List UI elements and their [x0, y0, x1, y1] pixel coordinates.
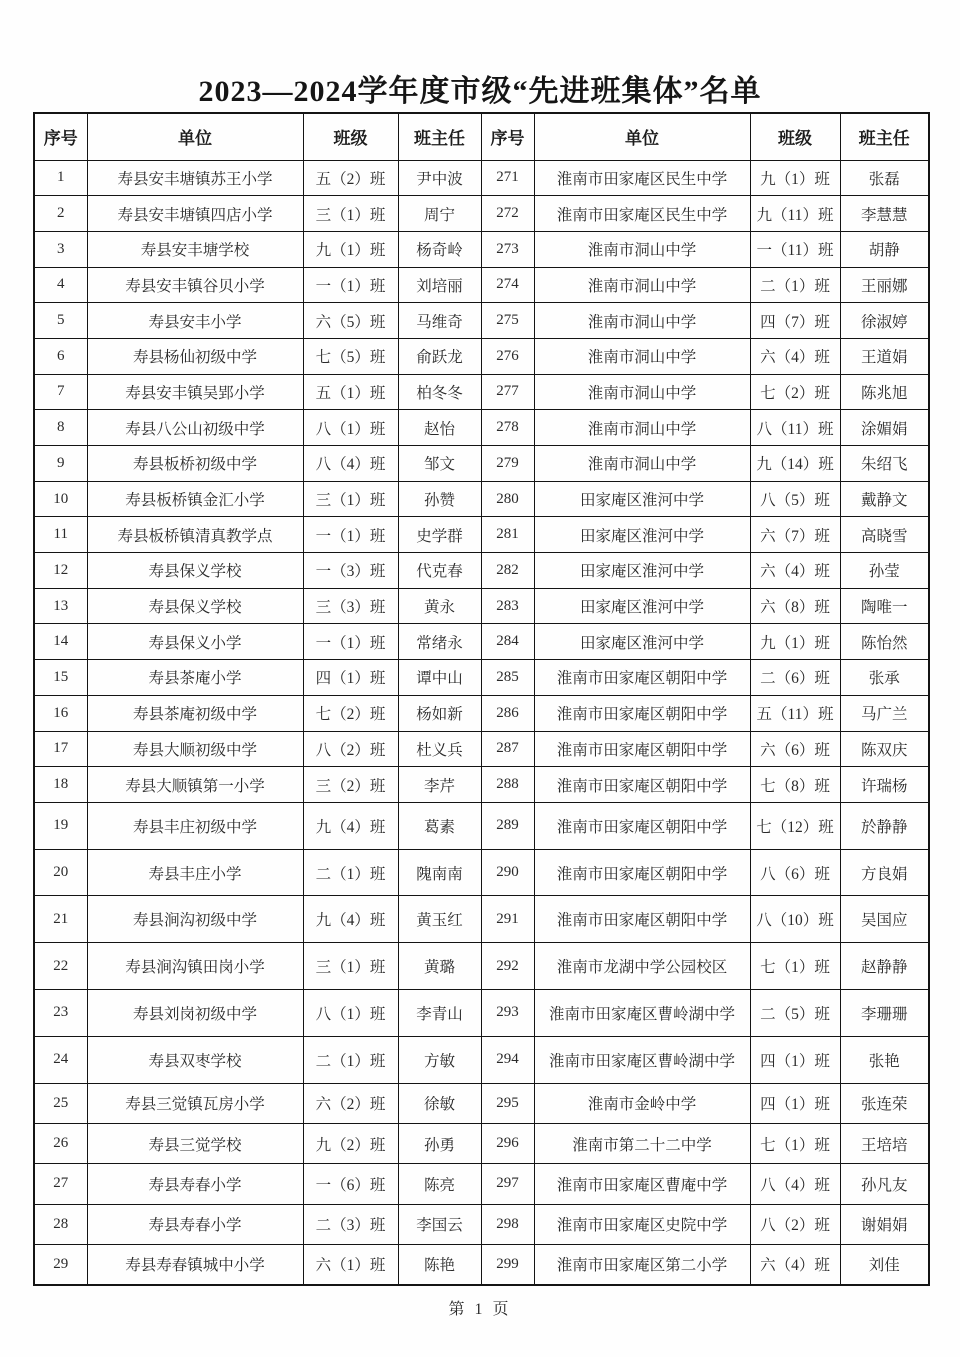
unit-cell: 寿县寿春镇城中小学	[87, 1244, 303, 1284]
teacher-cell: 赵静静	[840, 943, 929, 990]
serial-cell: 14	[34, 624, 87, 660]
serial-cell: 28	[34, 1204, 87, 1244]
serial-cell: 15	[34, 660, 87, 696]
class-cell: 一（1）班	[303, 517, 398, 553]
teacher-cell: 孙凡友	[840, 1164, 929, 1204]
class-cell: 八（1）班	[303, 990, 398, 1037]
unit-cell: 寿县丰庄小学	[87, 849, 303, 896]
unit-cell: 寿县茶庵小学	[87, 660, 303, 696]
class-cell: 九（1）班	[750, 624, 840, 660]
class-cell: 一（6）班	[303, 1164, 398, 1204]
table-row	[34, 1036, 929, 1083]
table-row	[34, 767, 929, 803]
unit-cell: 田家庵区淮河中学	[534, 553, 750, 589]
teacher-cell: 高晓雪	[840, 517, 929, 553]
teacher-cell: 柏冬冬	[398, 374, 481, 410]
table-row	[34, 624, 929, 660]
unit-cell: 淮南市田家庵区朝阳中学	[534, 896, 750, 943]
unit-cell: 寿县大顺镇第一小学	[87, 767, 303, 803]
table-row	[34, 338, 929, 374]
class-cell: 七（5）班	[303, 338, 398, 374]
serial-cell: 27	[34, 1164, 87, 1204]
serial-cell: 278	[481, 410, 534, 446]
serial-cell: 279	[481, 446, 534, 482]
table-row	[34, 446, 929, 482]
serial-cell: 294	[481, 1036, 534, 1083]
teacher-cell: 李芹	[398, 767, 481, 803]
class-cell: 七（1）班	[750, 1123, 840, 1163]
teacher-cell: 陈亮	[398, 1164, 481, 1204]
table-row	[34, 374, 929, 410]
teacher-header: 班主任	[840, 113, 929, 160]
unit-cell: 寿县涧沟初级中学	[87, 896, 303, 943]
teacher-cell: 胡静	[840, 231, 929, 267]
class-cell: 六（7）班	[750, 517, 840, 553]
class-cell: 一（11）班	[750, 231, 840, 267]
teacher-cell: 许瑞杨	[840, 767, 929, 803]
teacher-cell: 李国云	[398, 1204, 481, 1244]
class-cell: 四（1）班	[750, 1083, 840, 1123]
unit-cell: 淮南市田家庵区曹岭湖中学	[534, 1036, 750, 1083]
unit-cell: 淮南市洞山中学	[534, 303, 750, 339]
serial-cell: 277	[481, 374, 534, 410]
serial-cell: 297	[481, 1164, 534, 1204]
teacher-cell: 尹中波	[398, 160, 481, 196]
teacher-cell: 史学群	[398, 517, 481, 553]
class-cell: 二（1）班	[750, 267, 840, 303]
teacher-cell: 葛素	[398, 802, 481, 849]
teacher-cell: 方敏	[398, 1036, 481, 1083]
teacher-cell: 朱绍飞	[840, 446, 929, 482]
class-cell: 四（7）班	[750, 303, 840, 339]
class-cell: 八（2）班	[303, 731, 398, 767]
unit-cell: 淮南市洞山中学	[534, 374, 750, 410]
teacher-cell: 隗南南	[398, 849, 481, 896]
teacher-cell: 邹文	[398, 446, 481, 482]
unit-cell: 寿县板桥初级中学	[87, 446, 303, 482]
teacher-cell: 张连荣	[840, 1083, 929, 1123]
table-row	[34, 802, 929, 849]
class-cell: 二（1）班	[303, 1036, 398, 1083]
table-row	[34, 303, 929, 339]
serial-cell: 16	[34, 695, 87, 731]
table-row	[34, 160, 929, 196]
unit-cell: 寿县双枣学校	[87, 1036, 303, 1083]
table-row	[34, 481, 929, 517]
serial-cell: 3	[34, 231, 87, 267]
serial-header: 序号	[34, 113, 87, 160]
unit-cell: 淮南市田家庵区朝阳中学	[534, 802, 750, 849]
serial-cell: 288	[481, 767, 534, 803]
class-cell: 六（4）班	[750, 1244, 840, 1284]
unit-header: 单位	[87, 113, 303, 160]
serial-cell: 17	[34, 731, 87, 767]
unit-cell: 寿县茶庵初级中学	[87, 695, 303, 731]
teacher-cell: 赵怡	[398, 410, 481, 446]
class-cell: 五（1）班	[303, 374, 398, 410]
serial-cell: 19	[34, 802, 87, 849]
unit-cell: 淮南市田家庵区民生中学	[534, 196, 750, 232]
serial-cell: 283	[481, 588, 534, 624]
class-header: 班级	[750, 113, 840, 160]
class-cell: 九（1）班	[303, 231, 398, 267]
teacher-cell: 陈怡然	[840, 624, 929, 660]
class-cell: 六（2）班	[303, 1083, 398, 1123]
teacher-cell: 黄璐	[398, 943, 481, 990]
class-cell: 三（1）班	[303, 943, 398, 990]
class-cell: 三（2）班	[303, 767, 398, 803]
serial-cell: 274	[481, 267, 534, 303]
serial-cell: 8	[34, 410, 87, 446]
serial-cell: 1	[34, 160, 87, 196]
teacher-cell: 王培培	[840, 1123, 929, 1163]
serial-cell: 296	[481, 1123, 534, 1163]
teacher-cell: 吴国应	[840, 896, 929, 943]
class-cell: 一（1）班	[303, 624, 398, 660]
table-row	[34, 1204, 929, 1244]
teacher-cell: 张承	[840, 660, 929, 696]
teacher-cell: 刘佳	[840, 1244, 929, 1284]
serial-cell: 287	[481, 731, 534, 767]
table-body	[34, 160, 929, 1285]
unit-cell: 寿县涧沟镇田岗小学	[87, 943, 303, 990]
teacher-cell: 涂媚娟	[840, 410, 929, 446]
unit-cell: 淮南市金岭中学	[534, 1083, 750, 1123]
class-cell: 七（1）班	[750, 943, 840, 990]
unit-cell: 寿县安丰镇谷贝小学	[87, 267, 303, 303]
unit-cell: 寿县安丰塘学校	[87, 231, 303, 267]
table-row	[34, 990, 929, 1037]
unit-cell: 寿县寿春小学	[87, 1164, 303, 1204]
class-cell: 八（2）班	[750, 1204, 840, 1244]
table-row	[34, 849, 929, 896]
table-row	[34, 196, 929, 232]
serial-cell: 13	[34, 588, 87, 624]
class-cell: 九（4）班	[303, 802, 398, 849]
serial-cell: 299	[481, 1244, 534, 1284]
teacher-cell: 杨如新	[398, 695, 481, 731]
unit-cell: 寿县寿春小学	[87, 1204, 303, 1244]
teacher-cell: 代克春	[398, 553, 481, 589]
serial-cell: 292	[481, 943, 534, 990]
teacher-cell: 黄永	[398, 588, 481, 624]
unit-cell: 寿县保义学校	[87, 553, 303, 589]
unit-cell: 淮南市洞山中学	[534, 446, 750, 482]
teacher-cell: 马维奇	[398, 303, 481, 339]
teacher-cell: 杨奇岭	[398, 231, 481, 267]
teacher-cell: 戴静文	[840, 481, 929, 517]
serial-cell: 18	[34, 767, 87, 803]
serial-cell: 2	[34, 196, 87, 232]
class-cell: 一（3）班	[303, 553, 398, 589]
teacher-header: 班主任	[398, 113, 481, 160]
class-cell: 二（3）班	[303, 1204, 398, 1244]
class-cell: 六（1）班	[303, 1244, 398, 1284]
table-row	[34, 1164, 929, 1204]
class-cell: 六（4）班	[750, 553, 840, 589]
table-row	[34, 1244, 929, 1284]
serial-cell: 291	[481, 896, 534, 943]
class-cell: 六（4）班	[750, 338, 840, 374]
serial-cell: 4	[34, 267, 87, 303]
table-row	[34, 410, 929, 446]
serial-cell: 275	[481, 303, 534, 339]
serial-cell: 29	[34, 1244, 87, 1284]
unit-cell: 寿县三觉镇瓦房小学	[87, 1083, 303, 1123]
serial-cell: 24	[34, 1036, 87, 1083]
unit-cell: 寿县八公山初级中学	[87, 410, 303, 446]
unit-cell: 寿县保义小学	[87, 624, 303, 660]
unit-cell: 淮南市田家庵区曹岭湖中学	[534, 990, 750, 1037]
class-cell: 八（4）班	[303, 446, 398, 482]
teacher-cell: 王丽娜	[840, 267, 929, 303]
serial-cell: 271	[481, 160, 534, 196]
unit-cell: 寿县大顺初级中学	[87, 731, 303, 767]
unit-cell: 寿县安丰小学	[87, 303, 303, 339]
class-cell: 六（6）班	[750, 731, 840, 767]
teacher-cell: 徐淑婷	[840, 303, 929, 339]
table-row	[34, 1123, 929, 1163]
table-row	[34, 896, 929, 943]
table-header-row	[34, 113, 929, 160]
serial-cell: 6	[34, 338, 87, 374]
serial-cell: 290	[481, 849, 534, 896]
table-row	[34, 517, 929, 553]
serial-cell: 282	[481, 553, 534, 589]
serial-cell: 285	[481, 660, 534, 696]
serial-cell: 5	[34, 303, 87, 339]
unit-cell: 淮南市田家庵区朝阳中学	[534, 767, 750, 803]
unit-cell: 寿县刘岗初级中学	[87, 990, 303, 1037]
unit-cell: 寿县三觉学校	[87, 1123, 303, 1163]
page-number: 第 1 页	[448, 1301, 512, 1318]
unit-cell: 寿县板桥镇金汇小学	[87, 481, 303, 517]
advanced-class-roster-table	[33, 112, 930, 1286]
unit-cell: 淮南市洞山中学	[534, 267, 750, 303]
teacher-cell: 孙勇	[398, 1123, 481, 1163]
teacher-cell: 李慧慧	[840, 196, 929, 232]
serial-cell: 293	[481, 990, 534, 1037]
teacher-cell: 常绪永	[398, 624, 481, 660]
serial-cell: 286	[481, 695, 534, 731]
unit-cell: 淮南市洞山中学	[534, 410, 750, 446]
class-cell: 九（14）班	[750, 446, 840, 482]
class-cell: 三（1）班	[303, 481, 398, 517]
serial-cell: 281	[481, 517, 534, 553]
table-row	[34, 660, 929, 696]
serial-cell: 12	[34, 553, 87, 589]
serial-cell: 9	[34, 446, 87, 482]
unit-cell: 淮南市田家庵区朝阳中学	[534, 731, 750, 767]
teacher-cell: 李珊珊	[840, 990, 929, 1037]
unit-cell: 淮南市田家庵区曹庵中学	[534, 1164, 750, 1204]
teacher-cell: 陶唯一	[840, 588, 929, 624]
table-row	[34, 943, 929, 990]
teacher-cell: 方良娟	[840, 849, 929, 896]
table-row	[34, 695, 929, 731]
table-row	[34, 731, 929, 767]
teacher-cell: 马广兰	[840, 695, 929, 731]
unit-cell: 淮南市田家庵区民生中学	[534, 160, 750, 196]
table-row	[34, 231, 929, 267]
serial-cell: 23	[34, 990, 87, 1037]
page-title: 2023—2024学年度市级“先进班集体”名单	[198, 75, 762, 108]
teacher-cell: 黄玉红	[398, 896, 481, 943]
class-cell: 五（11）班	[750, 695, 840, 731]
class-cell: 八（6）班	[750, 849, 840, 896]
class-cell: 七（8）班	[750, 767, 840, 803]
unit-cell: 淮南市第二十二中学	[534, 1123, 750, 1163]
teacher-cell: 谢娟娟	[840, 1204, 929, 1244]
teacher-cell: 俞跃龙	[398, 338, 481, 374]
class-cell: 八（4）班	[750, 1164, 840, 1204]
unit-cell: 田家庵区淮河中学	[534, 624, 750, 660]
serial-cell: 26	[34, 1123, 87, 1163]
teacher-cell: 周宁	[398, 196, 481, 232]
class-cell: 九（11）班	[750, 196, 840, 232]
serial-cell: 273	[481, 231, 534, 267]
serial-cell: 280	[481, 481, 534, 517]
serial-cell: 289	[481, 802, 534, 849]
unit-cell: 淮南市洞山中学	[534, 338, 750, 374]
unit-cell: 淮南市田家庵区朝阳中学	[534, 660, 750, 696]
teacher-cell: 孙赞	[398, 481, 481, 517]
class-cell: 六（8）班	[750, 588, 840, 624]
unit-header: 单位	[534, 113, 750, 160]
serial-cell: 11	[34, 517, 87, 553]
class-cell: 七（2）班	[750, 374, 840, 410]
class-cell: 九（4）班	[303, 896, 398, 943]
table-row	[34, 267, 929, 303]
unit-cell: 寿县板桥镇清真教学点	[87, 517, 303, 553]
class-cell: 四（1）班	[303, 660, 398, 696]
teacher-cell: 杜义兵	[398, 731, 481, 767]
class-cell: 八（10）班	[750, 896, 840, 943]
teacher-cell: 陈艳	[398, 1244, 481, 1284]
class-cell: 四（1）班	[750, 1036, 840, 1083]
teacher-cell: 刘培丽	[398, 267, 481, 303]
class-cell: 七（2）班	[303, 695, 398, 731]
table-row	[34, 553, 929, 589]
unit-cell: 淮南市田家庵区朝阳中学	[534, 849, 750, 896]
unit-cell: 寿县安丰塘镇苏王小学	[87, 160, 303, 196]
serial-cell: 295	[481, 1083, 534, 1123]
class-cell: 八（1）班	[303, 410, 398, 446]
table-row	[34, 588, 929, 624]
teacher-cell: 於静静	[840, 802, 929, 849]
class-cell: 三（3）班	[303, 588, 398, 624]
unit-cell: 寿县杨仙初级中学	[87, 338, 303, 374]
teacher-cell: 陈兆旭	[840, 374, 929, 410]
serial-cell: 276	[481, 338, 534, 374]
teacher-cell: 陈双庆	[840, 731, 929, 767]
unit-cell: 淮南市田家庵区朝阳中学	[534, 695, 750, 731]
table-row	[34, 1083, 929, 1123]
serial-header: 序号	[481, 113, 534, 160]
class-cell: 三（1）班	[303, 196, 398, 232]
serial-cell: 25	[34, 1083, 87, 1123]
class-cell: 二（6）班	[750, 660, 840, 696]
class-cell: 八（5）班	[750, 481, 840, 517]
serial-cell: 10	[34, 481, 87, 517]
teacher-cell: 王道娟	[840, 338, 929, 374]
serial-cell: 22	[34, 943, 87, 990]
class-cell: 二（1）班	[303, 849, 398, 896]
unit-cell: 淮南市田家庵区史院中学	[534, 1204, 750, 1244]
teacher-cell: 孙莹	[840, 553, 929, 589]
class-cell: 二（5）班	[750, 990, 840, 1037]
serial-cell: 7	[34, 374, 87, 410]
unit-cell: 寿县安丰镇吴郢小学	[87, 374, 303, 410]
teacher-cell: 徐敏	[398, 1083, 481, 1123]
serial-cell: 21	[34, 896, 87, 943]
class-cell: 九（1）班	[750, 160, 840, 196]
unit-cell: 寿县安丰塘镇四店小学	[87, 196, 303, 232]
unit-cell: 田家庵区淮河中学	[534, 588, 750, 624]
class-cell: 一（1）班	[303, 267, 398, 303]
class-cell: 九（2）班	[303, 1123, 398, 1163]
unit-cell: 淮南市洞山中学	[534, 231, 750, 267]
unit-cell: 淮南市龙湖中学公园校区	[534, 943, 750, 990]
class-cell: 五（2）班	[303, 160, 398, 196]
teacher-cell: 谭中山	[398, 660, 481, 696]
teacher-cell: 张磊	[840, 160, 929, 196]
class-cell: 七（12）班	[750, 802, 840, 849]
teacher-cell: 张艳	[840, 1036, 929, 1083]
serial-cell: 20	[34, 849, 87, 896]
teacher-cell: 李青山	[398, 990, 481, 1037]
class-cell: 六（5）班	[303, 303, 398, 339]
serial-cell: 284	[481, 624, 534, 660]
unit-cell: 寿县保义学校	[87, 588, 303, 624]
unit-cell: 田家庵区淮河中学	[534, 481, 750, 517]
class-header: 班级	[303, 113, 398, 160]
unit-cell: 寿县丰庄初级中学	[87, 802, 303, 849]
unit-cell: 田家庵区淮河中学	[534, 517, 750, 553]
serial-cell: 272	[481, 196, 534, 232]
serial-cell: 298	[481, 1204, 534, 1244]
class-cell: 八（11）班	[750, 410, 840, 446]
unit-cell: 淮南市田家庵区第二小学	[534, 1244, 750, 1284]
